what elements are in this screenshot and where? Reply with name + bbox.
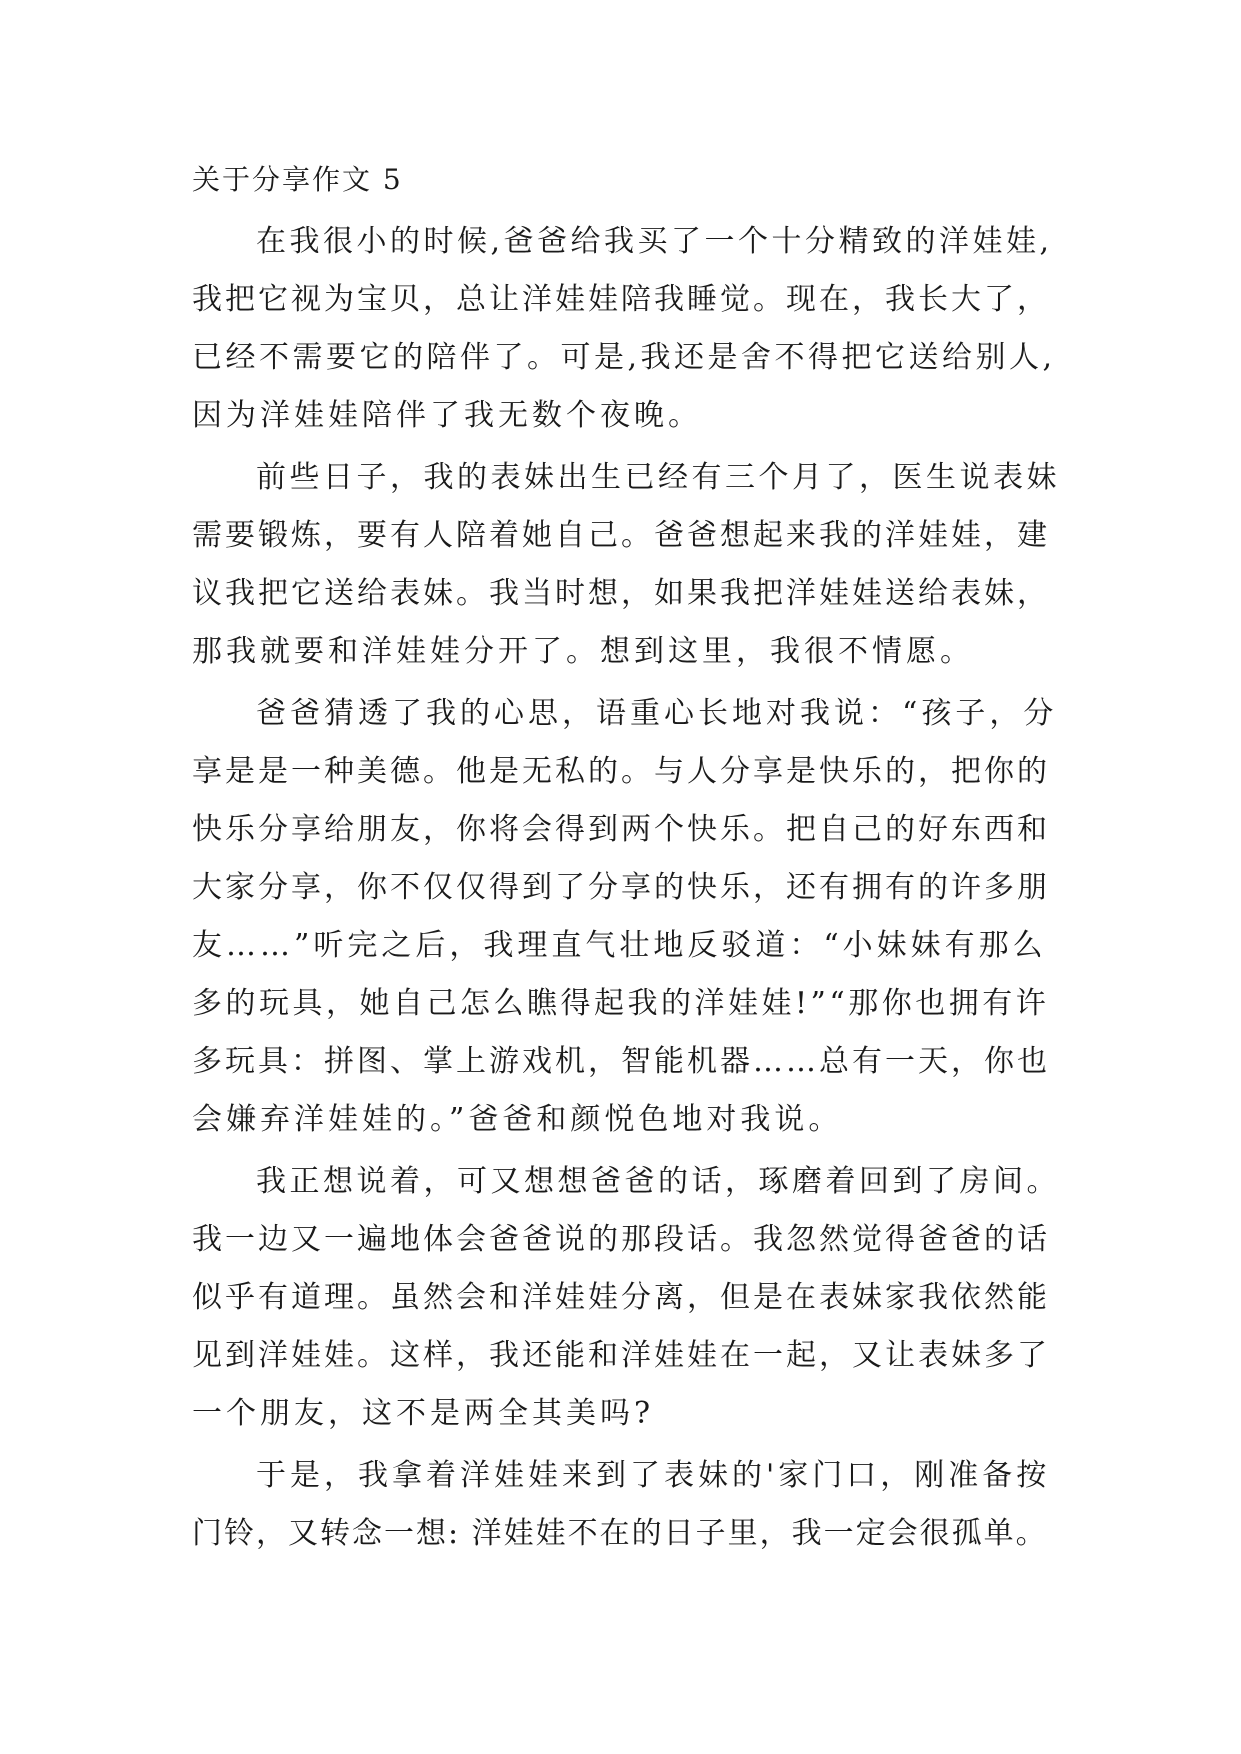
text-line: 快乐分享给朋友，你将会得到两个快乐。把自己的好东西和 (192, 812, 1050, 847)
text-line: 门铃，又转念一想: 洋娃娃不在的日子里，我一定会很孤单。 (192, 1516, 1048, 1551)
text-line: 大家分享，你不仅仅得到了分享的快乐，还有拥有的许多朋 (192, 870, 1050, 905)
text-line: 于是，我拿着洋娃娃来到了表妹的'家门口，刚准备按 (256, 1458, 1051, 1493)
text-line: 前些日子，我的表妹出生已经有三个月了，医生说表妹 (256, 460, 1060, 495)
text-line: 因为洋娃娃陪伴了我无数个夜晚。 (192, 398, 702, 433)
text-line: 多的玩具，她自己怎么瞧得起我的洋娃娃!”“那你也拥有许 (192, 986, 1050, 1021)
text-line: 多玩具：拼图、掌上游戏机，智能机器……总有一天，你也 (192, 1044, 1050, 1079)
text-line: 友……”听完之后，我理直气壮地反驳道：“小妹妹有那么 (192, 928, 1047, 963)
text-line: 我正想说着，可又想想爸爸的话，琢磨着回到了房间。 (256, 1164, 1060, 1199)
text-line: 已经不需要它的陪伴了。可是,我还是舍不得把它送给别人, (192, 340, 1056, 375)
document-title: 关于分享作文 5 (192, 163, 403, 196)
text-line: 我把它视为宝贝，总让洋娃娃陪我睡觉。现在，我长大了， (192, 282, 1050, 317)
text-line: 需要锻炼，要有人陪着她自己。爸爸想起来我的洋娃娃，建 (192, 518, 1050, 553)
text-line: 在我很小的时候,爸爸给我买了一个十分精致的洋娃娃, (256, 224, 1053, 259)
text-line: 享是是一种美德。他是无私的。与人分享是快乐的，把你的 (192, 754, 1050, 789)
text-line: 一个朋友，这不是两全其美吗? (192, 1396, 655, 1431)
text-line: 议我把它送给表妹。我当时想，如果我把洋娃娃送给表妹， (192, 576, 1050, 611)
text-line: 我一边又一遍地体会爸爸说的那段话。我忽然觉得爸爸的话 (192, 1222, 1050, 1257)
text-line: 似乎有道理。虽然会和洋娃娃分离，但是在表妹家我依然能 (192, 1280, 1050, 1315)
text-line: 会嫌弃洋娃娃的。”爸爸和颜悦色地对我说。 (192, 1102, 843, 1137)
text-line: 爸爸猜透了我的心思，语重心长地对我说：“孩子，分 (256, 696, 1058, 731)
text-line: 见到洋娃娃。这样，我还能和洋娃娃在一起，又让表妹多了 (192, 1338, 1050, 1373)
text-line: 那我就要和洋娃娃分开了。想到这里，我很不情愿。 (192, 634, 974, 669)
